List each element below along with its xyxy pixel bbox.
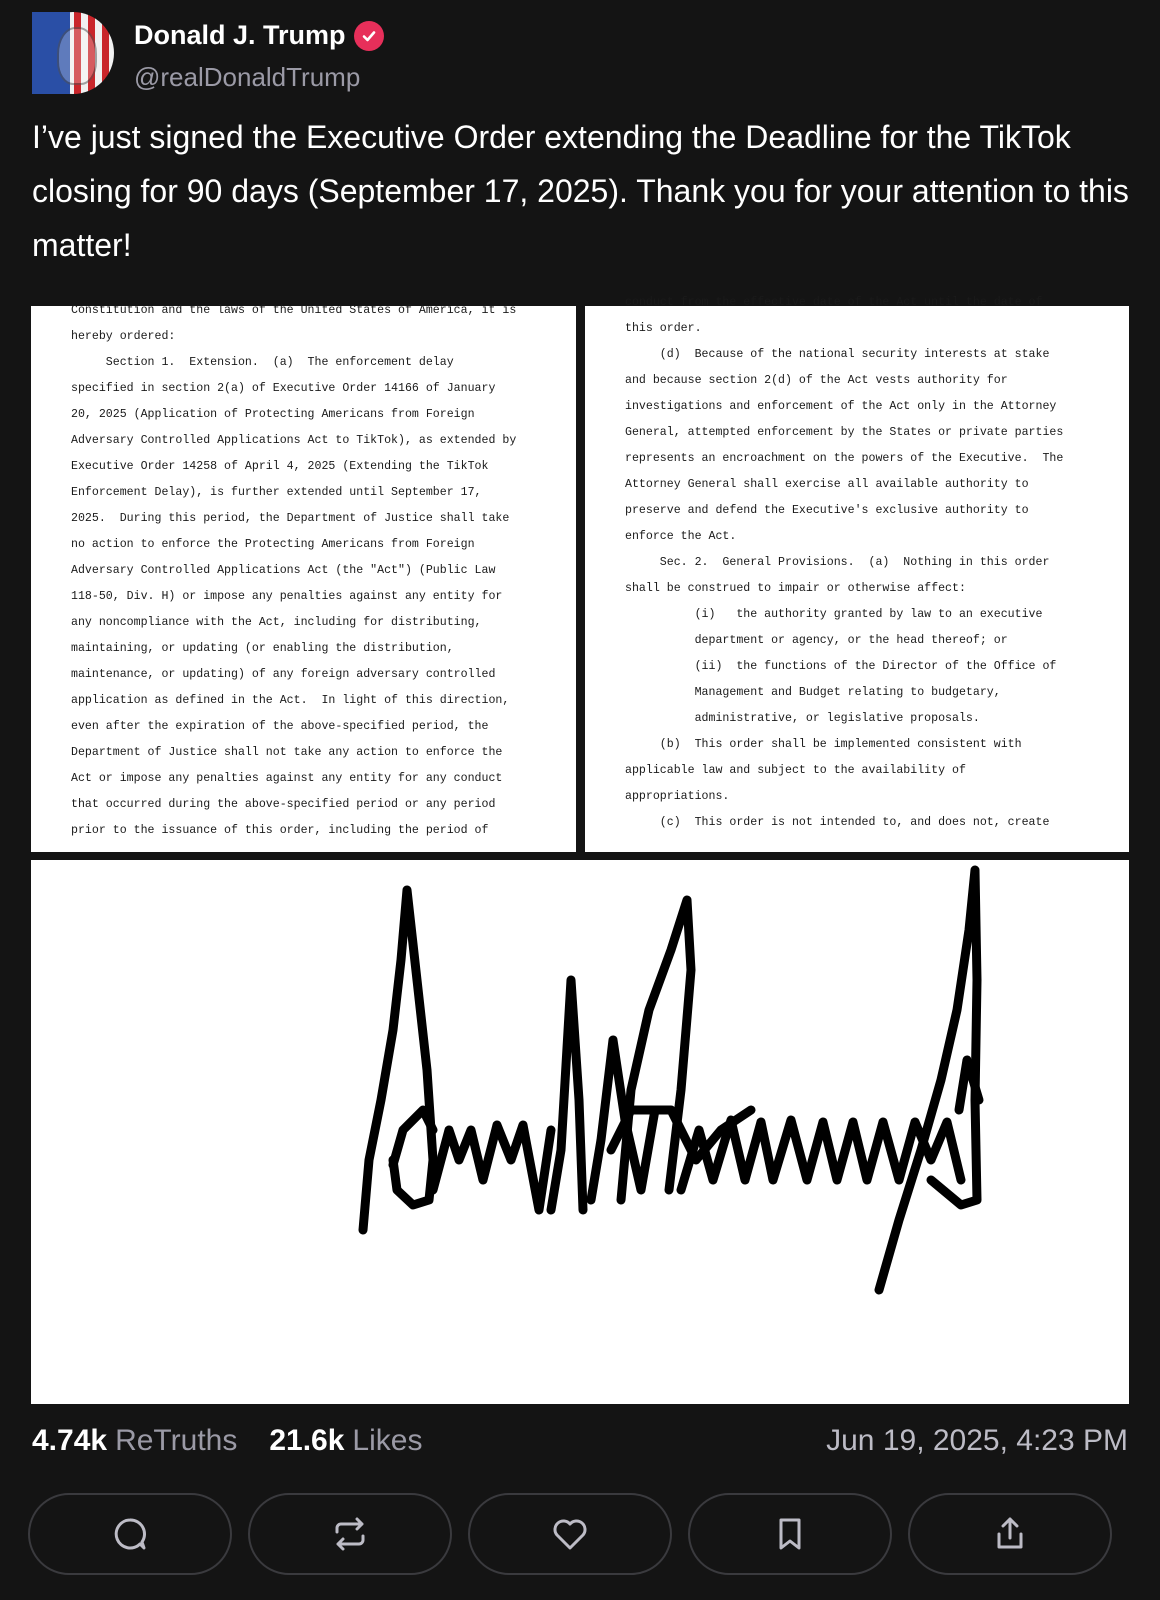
display-name[interactable]: Donald J. Trump xyxy=(134,20,346,50)
share-button[interactable] xyxy=(908,1493,1112,1575)
document-line: that occurred during the above-specified period or any period xyxy=(71,798,496,811)
document-line: enforce the Act. xyxy=(625,530,737,543)
document-line: specified in section 2(a) of Executive Order 14166 of January xyxy=(71,382,496,395)
document-line: maintenance, or updating) of any foreign adversary controlled xyxy=(71,668,496,681)
document-line: 20, 2025 (Application of Protecting Americans from Foreign xyxy=(71,408,475,421)
document-line: Adversary Controlled Applications Act to TikTok), as extended by xyxy=(71,434,517,447)
retruths-label[interactable]: ReTruths xyxy=(115,1424,238,1457)
signature-drawing xyxy=(31,860,1129,1404)
avatar[interactable] xyxy=(32,12,114,94)
like-button[interactable] xyxy=(468,1493,672,1575)
likes-count[interactable]: 21.6k xyxy=(269,1424,345,1457)
document-line: Act or impose any penalties against any entity for any conduct xyxy=(71,772,503,785)
post-header xyxy=(32,12,1132,97)
media-grid xyxy=(31,296,1129,1404)
reply-button[interactable] xyxy=(28,1493,232,1575)
document-image-page-1[interactable] xyxy=(31,306,576,852)
bookmark-button[interactable] xyxy=(688,1493,892,1575)
share-icon xyxy=(990,1514,1030,1554)
document-line: and because section 2(d) of the Act vests authority for xyxy=(625,374,1008,387)
document-line: conduct from the effective date of the Act until the date of xyxy=(625,296,1043,309)
document-line: (b) This order shall be implemented consistent with xyxy=(625,738,1022,751)
like-heart-icon xyxy=(550,1514,590,1554)
action-bar xyxy=(28,1493,1132,1577)
document-line: maintaining, or updating (or enabling the distribution, xyxy=(71,642,454,655)
document-line: Executive Order 14258 of April 4, 2025 (Extending the TikTok xyxy=(71,460,489,473)
document-line: this order. xyxy=(625,322,702,335)
engagement-stats xyxy=(32,1424,422,1458)
document-line: investigations and enforcement of the Act only in the Attorney xyxy=(625,400,1057,413)
document-line: Section 1. Extension. (a) The enforcement delay xyxy=(71,356,454,369)
document-line: Sec. 2. General Provisions. (a) Nothing in this order xyxy=(625,556,1050,569)
verified-badge-icon xyxy=(354,21,384,51)
document-line: Department of Justice shall not take any action to enforce the xyxy=(71,746,503,759)
likes-label[interactable]: Likes xyxy=(352,1424,423,1457)
retruth-button[interactable] xyxy=(248,1493,452,1575)
handle[interactable]: @realDonaldTrump xyxy=(134,62,361,92)
document-line: 118-50, Div. H) or impose any penalties against any entity for xyxy=(71,590,503,603)
bookmark-icon xyxy=(770,1514,810,1554)
document-line: represents an encroachment on the powers of the Executive. The xyxy=(625,452,1064,465)
document-line: 2025. During this period, the Department of Justice shall take xyxy=(71,512,510,525)
document-line: Adversary Controlled Applications Act (the "Act") (Public Law xyxy=(71,564,496,577)
signature-image[interactable] xyxy=(31,860,1129,1404)
document-line: any noncompliance with the Act, including for distributing, xyxy=(71,616,482,629)
document-line: even after the expiration of the above-specified period, the xyxy=(71,720,489,733)
document-line: applicable law and subject to the availability of xyxy=(625,764,966,777)
document-line: administrative, or legislative proposals. xyxy=(625,712,980,725)
post-text: I’ve just signed the Executive Order extending the Deadline for the TikTok closing for 90 days (September 17, 2025). Thank you for your attention to this matter! xyxy=(32,119,1129,263)
document-line: (c) This order is not intended to, and does not, create xyxy=(625,816,1050,829)
document-image-page-2[interactable] xyxy=(585,296,1129,852)
document-line: shall be construed to impair or otherwise affect: xyxy=(625,582,966,595)
document-line: Enforcement Delay), is further extended until September 17, xyxy=(71,486,482,499)
document-line: preserve and defend the Executive's exclusive authority to xyxy=(625,504,1029,517)
document-line: General, attempted enforcement by the States or private parties xyxy=(625,426,1064,439)
document-line: application as defined in the Act. In light of this direction, xyxy=(71,694,510,707)
name-row xyxy=(134,20,384,51)
post-timestamp: Jun 19, 2025, 4:23 PM xyxy=(826,1424,1128,1457)
retruths-count[interactable]: 4.74k xyxy=(32,1424,108,1457)
document-line: hereby ordered: xyxy=(71,330,176,343)
document-line: appropriations. xyxy=(625,790,730,803)
document-line: (ii) the functions of the Director of the Office of xyxy=(625,660,1057,673)
document-line: prior to the issuance of this order, including the period of xyxy=(71,824,489,837)
document-line: (d) Because of the national security interests at stake xyxy=(625,348,1050,361)
retruth-icon xyxy=(330,1514,370,1554)
document-line: Constitution and the laws of the United States of America, it is xyxy=(71,304,517,317)
reply-icon xyxy=(110,1514,150,1554)
document-line: Management and Budget relating to budgetary, xyxy=(625,686,1001,699)
document-line: (i) the authority granted by law to an executive xyxy=(625,608,1043,621)
document-line: department or agency, or the head thereof; or xyxy=(625,634,1008,647)
document-line: no action to enforce the Protecting Americans from Foreign xyxy=(71,538,475,551)
document-line: Attorney General shall exercise all available authority to xyxy=(625,478,1029,491)
